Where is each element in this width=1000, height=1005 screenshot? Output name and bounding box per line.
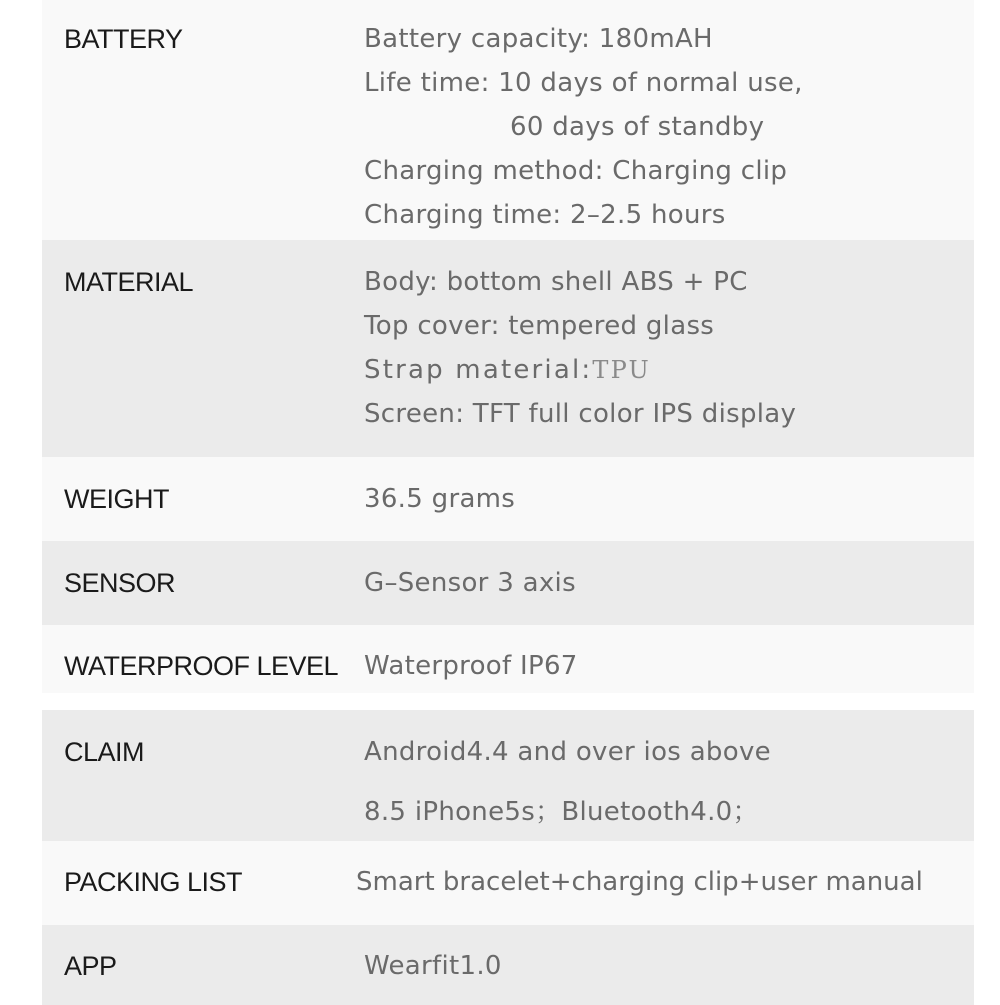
material-body: Body: bottom shell ABS + PC xyxy=(364,267,748,297)
spec-label-weight: WEIGHT xyxy=(64,484,169,514)
battery-capacity: Battery capacity: 180mAH xyxy=(364,24,713,54)
spec-row-claim xyxy=(42,710,974,841)
spec-label-battery: BATTERY xyxy=(64,24,183,54)
material-screen: Screen: TFT full color IPS display xyxy=(364,399,797,429)
battery-standby: 60 days of standby xyxy=(510,112,765,142)
battery-life-time: Life time: 10 days of normal use, xyxy=(364,68,803,98)
spec-value-sensor: G–Sensor 3 axis xyxy=(364,568,576,598)
spec-value-waterproof: Waterproof IP67 xyxy=(364,651,578,681)
material-strap-label: Strap material: xyxy=(364,355,593,385)
spec-row-app xyxy=(42,925,974,1005)
material-strap-value: TPU xyxy=(592,356,651,384)
spec-row-battery xyxy=(42,0,974,240)
spec-row-weight xyxy=(42,457,974,541)
spec-row-packing-list xyxy=(42,841,974,925)
spec-label-app: APP xyxy=(64,951,117,981)
spec-label-waterproof: WATERPROOF LEVEL xyxy=(64,651,339,681)
spec-value-app: Wearfit1.0 xyxy=(364,951,502,981)
spec-value-packing-list: Smart bracelet+charging clip+user manual xyxy=(356,867,923,897)
spec-label-sensor: SENSOR xyxy=(64,568,176,598)
spec-row-material xyxy=(42,240,974,457)
spec-row-sensor xyxy=(42,541,974,625)
spec-value-weight: 36.5 grams xyxy=(364,484,516,514)
spec-label-packing-list: PACKING LIST xyxy=(64,867,243,897)
spec-label-claim: CLAIM xyxy=(64,737,145,767)
material-strap xyxy=(364,355,651,385)
claim-iphone-bluetooth: 8.5 iPhone5s；Bluetooth4.0； xyxy=(364,797,759,827)
spec-row-waterproof xyxy=(42,625,974,693)
spec-label-material: MATERIAL xyxy=(64,267,194,297)
battery-charging-time: Charging time: 2–2.5 hours xyxy=(364,200,726,230)
claim-android: Android4.4 and over ios above xyxy=(364,737,771,767)
battery-charging-method: Charging method: Charging clip xyxy=(364,156,788,186)
material-top-cover: Top cover: tempered glass xyxy=(364,311,715,341)
